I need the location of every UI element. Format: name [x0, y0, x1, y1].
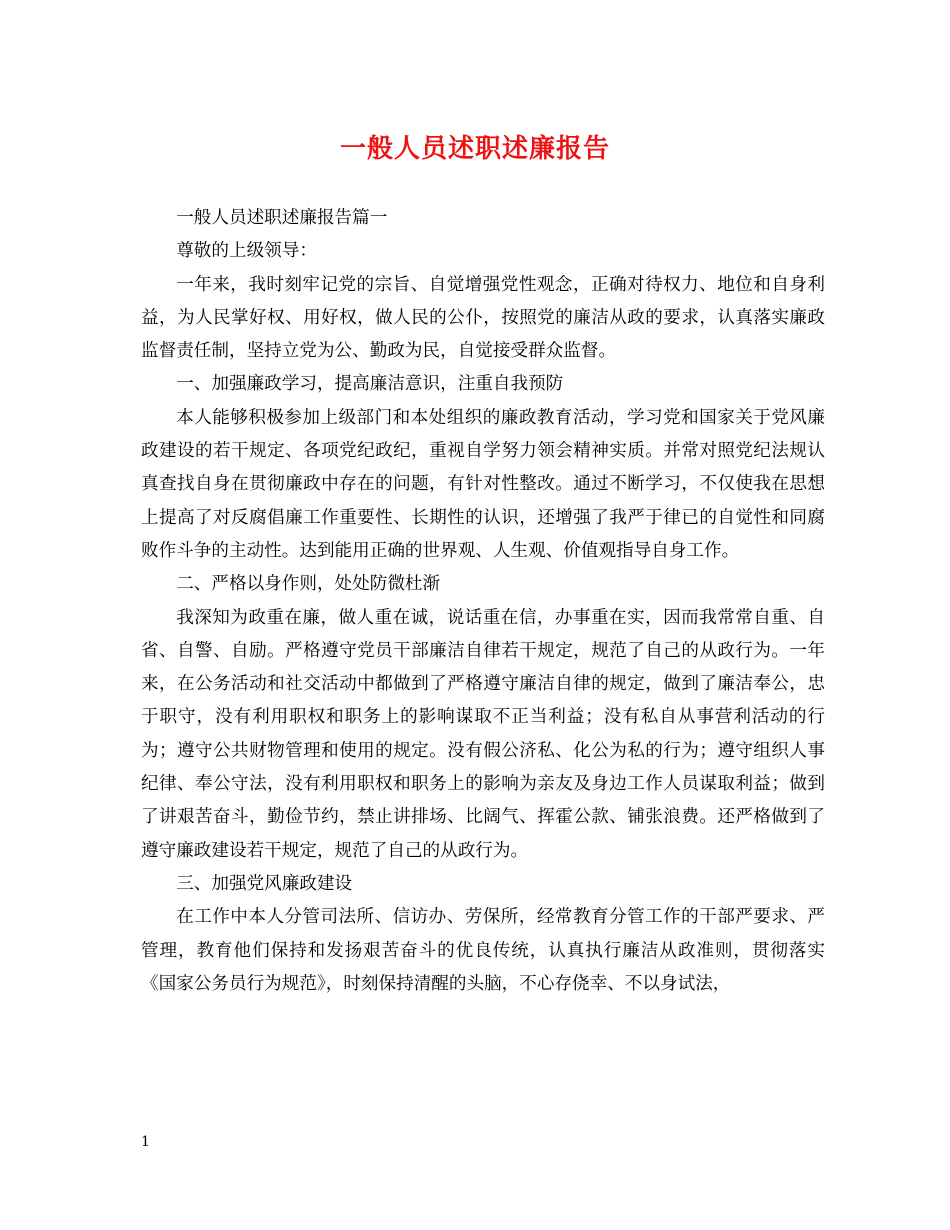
paragraph-part-three: 在工作中本人分管司法所、信访办、劳保所，经常教育分管工作的干部严要求、严管理，教育他们保持和发扬艰苦奋斗的优良传统，认真执行廉洁从政准则，贯彻落实《国家公务员行为规范》，时刻保持清醒的头脑，不心存侥幸、不以身试法，: [141, 907, 825, 994]
heading-part-two: 二、严格以身作则，处处防微杜渐: [176, 574, 441, 595]
paragraph-salutation: 尊敬的上级领导：: [176, 241, 317, 262]
paragraph-section-heading: 一般人员述职述廉报告篇一: [176, 208, 388, 228]
heading-part-three: 三、加强党风廉政建设: [176, 873, 353, 894]
paragraph-intro: 一年来，我时刻牢记党的宗旨、自觉增强党性观念，正确对待权力、地位和自身利益，为人民掌好权、用好权，做人民的公仆，按照党的廉洁从政的要求，认真落实廉政监督责任制，坚持立党为公、勤政为民，自觉接受群众监督。: [141, 274, 825, 362]
page-number: 1: [141, 1134, 150, 1150]
document-body: [141, 202, 825, 1001]
heading-part-one: 一、加强廉政学习，提高廉洁意识，注重自我预防: [176, 374, 564, 395]
paragraph-part-two: 我深知为政重在廉，做人重在诚，说话重在信，办事重在实，因而我常常自重、自省、自警、自励。严格遵守党员干部廉洁自律若干规定，规范了自己的从政行为。一年来，在公务活动和社交活动中都做到了严格遵守廉洁自律的规定，做到了廉洁奉公，忠于职守，没有利用职权和职务上的影响谋取不正当利益；没有私自从事营利活动的行为；遵守公共财物管理和使用的规定。没有假公济私、化公为私的行为；遵守组织人事纪律、奉公守法，没有利用职权和职务上的影响为亲友及身边工作人员谋取利益；做到了讲艰苦奋斗，勤俭节约，禁止讲排场、比阔气、挥霍公款、铺张浪费。还严格做到了遵守廉政建设若干规定，规范了自己的从政行为。: [141, 607, 825, 861]
document-title: 一般人员述职述廉报告: [339, 134, 610, 164]
paragraph-part-one: 本人能够积极参加上级部门和本处组织的廉政教育活动，学习党和国家关于党风廉政建设的若干规定、各项党纪政纪，重视自学努力领会精神实质。并常对照党纪法规认真查找自身在贯彻廉政中存在的问题，有针对性整改。通过不断学习，不仅使我在思想上提高了对反腐倡廉工作重要性、长期性的认识，还增强了我严于律已的自觉性和同腐败作斗争的主动性。达到能用正确的世界观、人生观、价值观指导自身工作。: [141, 407, 825, 561]
